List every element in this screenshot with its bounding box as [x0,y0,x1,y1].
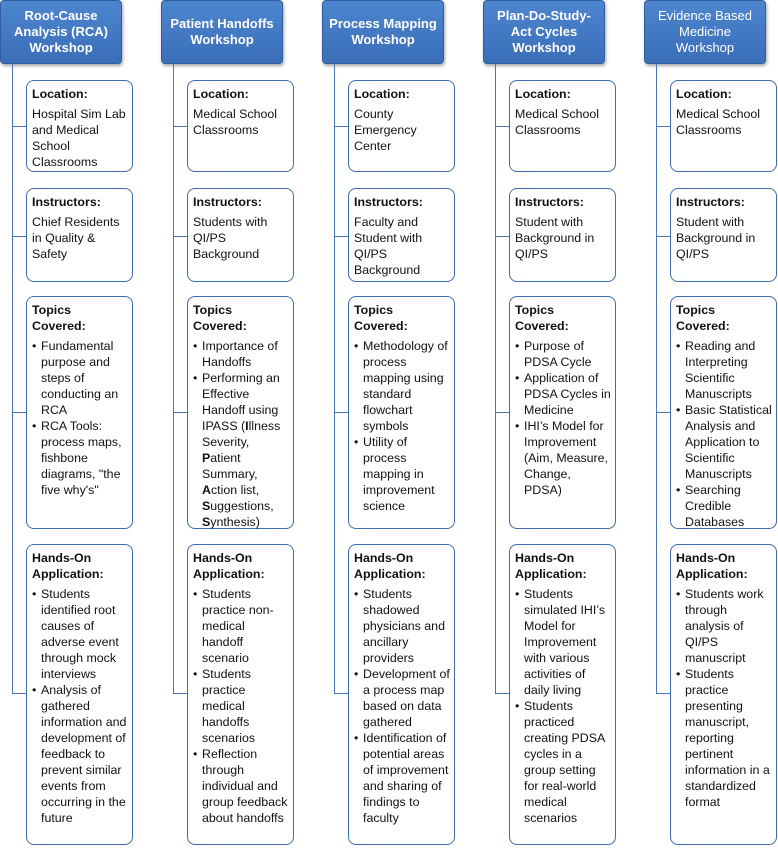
connector-branch [656,236,670,237]
workshop-column-rca [0,0,160,853]
topic-item: • Reading and Interpreting Scientific Manuscripts [676,338,772,402]
instructors-title: Instructors: [676,195,745,209]
instructors-box [26,188,133,282]
location-title: Location: [32,87,88,101]
instructors-box [187,188,294,282]
handson-item: • Students practiced creating PDSA cycles in a group setting for real-world medical scenarios [515,698,611,826]
connector-branch [656,412,670,413]
location-text: County Emergency Center [354,107,417,153]
handson-item: • Students simulated IHI’s Model for Improvement with various activities of daily living [515,586,611,698]
connector-branch [495,412,509,413]
instructors-text: Chief Residents in Quality & Safety [32,215,120,261]
connector-branch [656,126,670,127]
instructors-title: Instructors: [354,195,423,209]
handson-title: Hands-On Application: [32,551,104,581]
handson-item: • Students practice medical handoffs scenarios [193,666,289,746]
location-text: Hospital Sim Lab and Medical School Classrooms [32,107,126,169]
handson-item: • Reflection through individual and group feedback about handoffs [193,746,289,826]
connector-branch [173,236,187,237]
workshop-header: Plan-Do-Study-Act Cycles Workshop [483,0,605,64]
connector-branch [334,412,348,413]
handson-item: • Identification of potential areas of improvement and sharing of findings to faculty [354,730,450,826]
topics-box [187,296,294,529]
topic-item: • Searching Credible Databases [676,482,772,530]
topic-item: • Basic Statistical Analysis and Application to Scientific Manuscripts [676,402,772,482]
handson-item: • Students identified root causes of adverse event through mock interviews [32,586,128,682]
workshop-column-pdsa [483,0,643,853]
connector-line [173,64,174,693]
connector-branch [12,412,26,413]
location-title: Location: [193,87,249,101]
topic-item: • RCA Tools: process maps, fishbone diagrams, "the five why's" [32,418,128,498]
connector-line [656,64,657,693]
instructors-text: Faculty and Student with QI/PS Background [354,215,423,277]
topics-box [509,296,616,529]
connector-branch [12,693,26,694]
location-box [670,80,777,172]
workshop-header: Patient Handoffs Workshop [161,0,283,64]
handson-title: Hands-On Application: [676,551,748,581]
location-box [509,80,616,172]
handson-item: • Students practice presenting manuscript, reporting pertinent information in a standardized format [676,666,772,810]
topics-box [348,296,455,529]
topics-title: Topics Covered: [193,303,247,333]
handson-item: • Analysis of gathered information and development of feedback to prevent similar events from occurring in the future [32,682,128,826]
topic-item: • Methodology of process mapping using standard flowchart symbols [354,338,450,434]
location-text: Medical School Classrooms [515,107,600,137]
handson-box [348,544,455,845]
workshop-column-process-mapping [322,0,482,853]
instructors-box [348,188,455,282]
handson-item: • Students work through analysis of QI/PS manuscript [676,586,772,666]
connector-branch [495,236,509,237]
location-title: Location: [676,87,732,101]
connector-branch [173,693,187,694]
handson-item: • Students practice non-medical handoff scenario [193,586,289,666]
handson-item: • Development of a process map based on data gathered [354,666,450,730]
connector-branch [656,693,670,694]
handson-box [670,544,777,845]
topics-title: Topics Covered: [354,303,408,333]
handson-box [187,544,294,845]
handson-item: • Students shadowed physicians and ancillary providers [354,586,450,666]
topics-title: Topics Covered: [676,303,730,333]
connector-branch [495,126,509,127]
instructors-text: Student with Background in QI/PS [676,215,756,261]
workshop-header: Process Mapping Workshop [322,0,444,64]
topic-item: • Importance of Handoffs [193,338,289,370]
topic-item: • Application of PDSA Cycles in Medicine [515,370,611,418]
location-text: Medical School Classrooms [193,107,278,137]
topics-title: Topics Covered: [515,303,569,333]
workshop-column-handoffs [161,0,321,853]
connector-branch [12,236,26,237]
topics-title: Topics Covered: [32,303,86,333]
topic-item: • Purpose of PDSA Cycle [515,338,611,370]
instructors-box [509,188,616,282]
connector-branch [334,693,348,694]
connector-branch [334,126,348,127]
workshop-header: Root-Cause Analysis (RCA) Workshop [0,0,122,64]
location-box [348,80,455,172]
topic-item: • Performing an Effective Handoff using IPASS (Illness Severity, Patient Summary, Action list, Suggestions, Synthesis) [193,370,289,530]
connector-line [334,64,335,693]
connector-branch [495,693,509,694]
connector-branch [173,412,187,413]
topic-item: • IHI’s Model for Improvement (Aim, Measure, Change, PDSA) [515,418,611,498]
handson-title: Hands-On Application: [354,551,426,581]
connector-branch [334,236,348,237]
location-box [26,80,133,172]
workshop-header: Evidence Based Medicine Workshop [644,0,766,64]
connector-branch [173,126,187,127]
location-title: Location: [354,87,410,101]
topics-box [670,296,777,529]
topics-box [26,296,133,529]
instructors-text: Student with Background in QI/PS [515,215,595,261]
connector-line [12,64,13,693]
instructors-box [670,188,777,282]
topic-item: • Utility of process mapping in improvement science [354,434,450,514]
handson-box [26,544,133,845]
workshop-column-ebm [644,0,778,853]
handson-box [509,544,616,845]
connector-branch [12,126,26,127]
topic-item: • Fundamental purpose and steps of conducting an RCA [32,338,128,418]
connector-line [495,64,496,693]
handson-title: Hands-On Application: [193,551,265,581]
location-title: Location: [515,87,571,101]
instructors-text: Students with QI/PS Background [193,215,268,261]
instructors-title: Instructors: [515,195,584,209]
handson-title: Hands-On Application: [515,551,587,581]
instructors-title: Instructors: [193,195,262,209]
location-box [187,80,294,172]
instructors-title: Instructors: [32,195,101,209]
location-text: Medical School Classrooms [676,107,761,137]
